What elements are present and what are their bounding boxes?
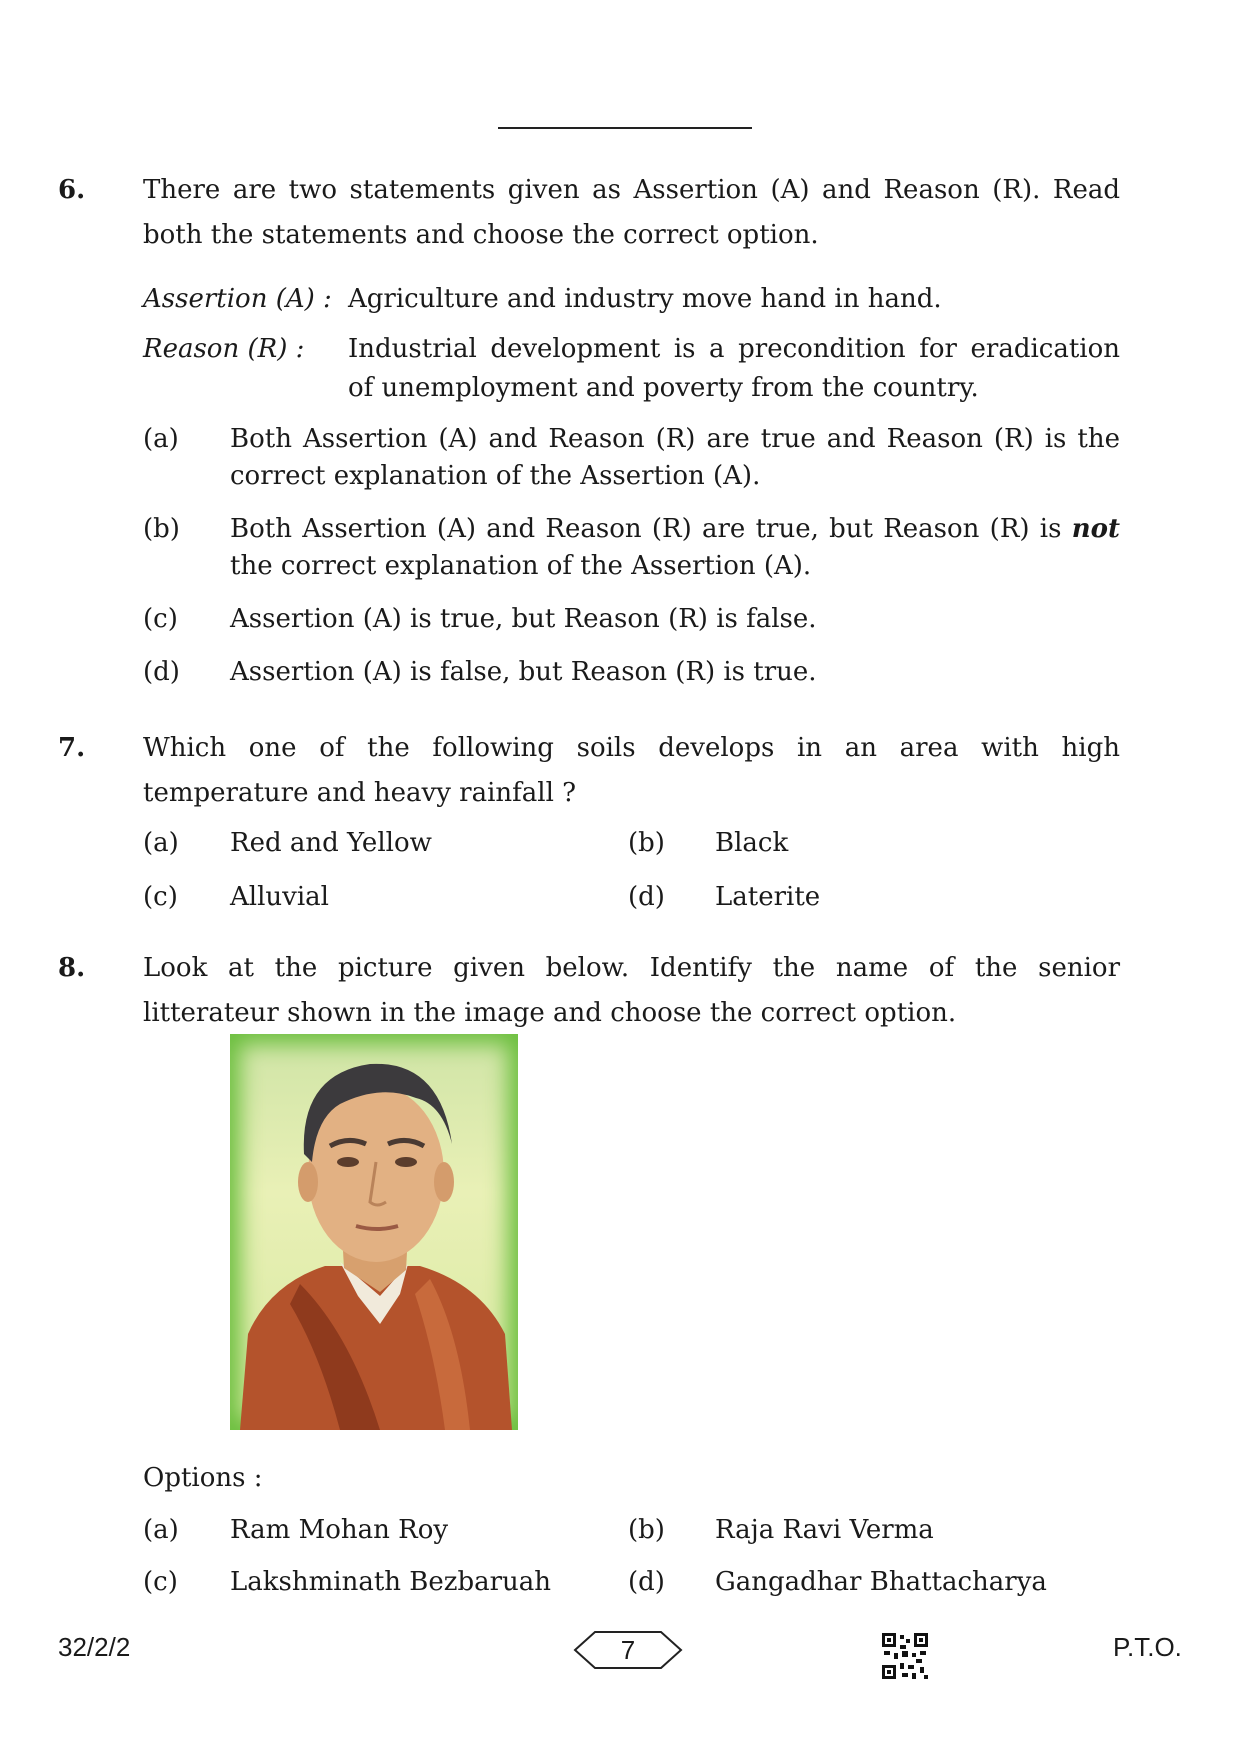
option-text: Laterite <box>715 882 821 912</box>
option-text <box>230 511 1120 585</box>
option-label: (a) <box>143 828 179 858</box>
option-text: Gangadhar Bhattacharya <box>715 1567 1047 1597</box>
option-text: Assertion (A) is false, but Reason (R) is true. <box>230 657 817 687</box>
paper-code: 32/2/2 <box>58 1632 131 1662</box>
option-text-before: Both Assertion (A) and Reason (R) are true, but Reason (R) is <box>230 514 1072 544</box>
assertion-label: Assertion (A) : <box>143 284 332 314</box>
option-label: (d) <box>143 657 180 687</box>
litterateur-portrait <box>230 1034 518 1430</box>
page-number-text: 7 <box>620 1635 636 1665</box>
question-number: 8. <box>58 953 86 983</box>
question-text: Which one of the following soils develops in an area with high temperature and heavy rainfall ? <box>143 733 1120 808</box>
option-label: (c) <box>143 1567 178 1597</box>
question-number: 7. <box>58 733 86 763</box>
option-label: (b) <box>628 828 665 858</box>
option-text: Alluvial <box>230 882 329 912</box>
question-text: There are two statements given as Assertion (A) and Reason (R). Read both the statements and choose the correct option. <box>143 175 1120 250</box>
option-text: Both Assertion (A) and Reason (R) are true and Reason (R) is the correct explanation of the Assertion (A). <box>230 424 1120 491</box>
option-text: Ram Mohan Roy <box>230 1515 449 1545</box>
options-heading: Options : <box>143 1463 263 1493</box>
option-label: (c) <box>143 882 178 912</box>
option-label: (b) <box>143 514 180 544</box>
option-text-after: the correct explanation of the Assertion (A). <box>230 551 812 581</box>
assertion-text: Agriculture and industry move hand in hand. <box>348 284 942 314</box>
please-turn-over: P.T.O. <box>1113 1632 1182 1662</box>
emphasis-not: not <box>1071 514 1120 544</box>
option-text: Black <box>715 828 789 858</box>
option-text: Assertion (A) is true, but Reason (R) is false. <box>230 604 817 634</box>
top-rule <box>498 127 752 129</box>
option-text: Raja Ravi Verma <box>715 1515 934 1545</box>
portrait-drawing <box>230 1034 518 1430</box>
question-text: Look at the picture given below. Identify the name of the senior litterateur shown in the image and choose the correct option. <box>143 953 1120 1028</box>
option-label: (a) <box>143 1515 179 1545</box>
reason-label: Reason (R) : <box>143 334 305 364</box>
qr-code-icon <box>882 1633 928 1679</box>
option-label: (d) <box>628 882 665 912</box>
question-number: 6. <box>58 175 86 205</box>
option-text: Red and Yellow <box>230 828 432 858</box>
option-label: (d) <box>628 1567 665 1597</box>
option-label: (c) <box>143 604 178 634</box>
page-number <box>573 1630 683 1670</box>
option-text: Lakshminath Bezbaruah <box>230 1567 552 1597</box>
option-label: (a) <box>143 424 179 454</box>
option-label: (b) <box>628 1515 665 1545</box>
reason-text: Industrial development is a precondition for eradication of unemployment and poverty from the country. <box>348 334 1120 403</box>
